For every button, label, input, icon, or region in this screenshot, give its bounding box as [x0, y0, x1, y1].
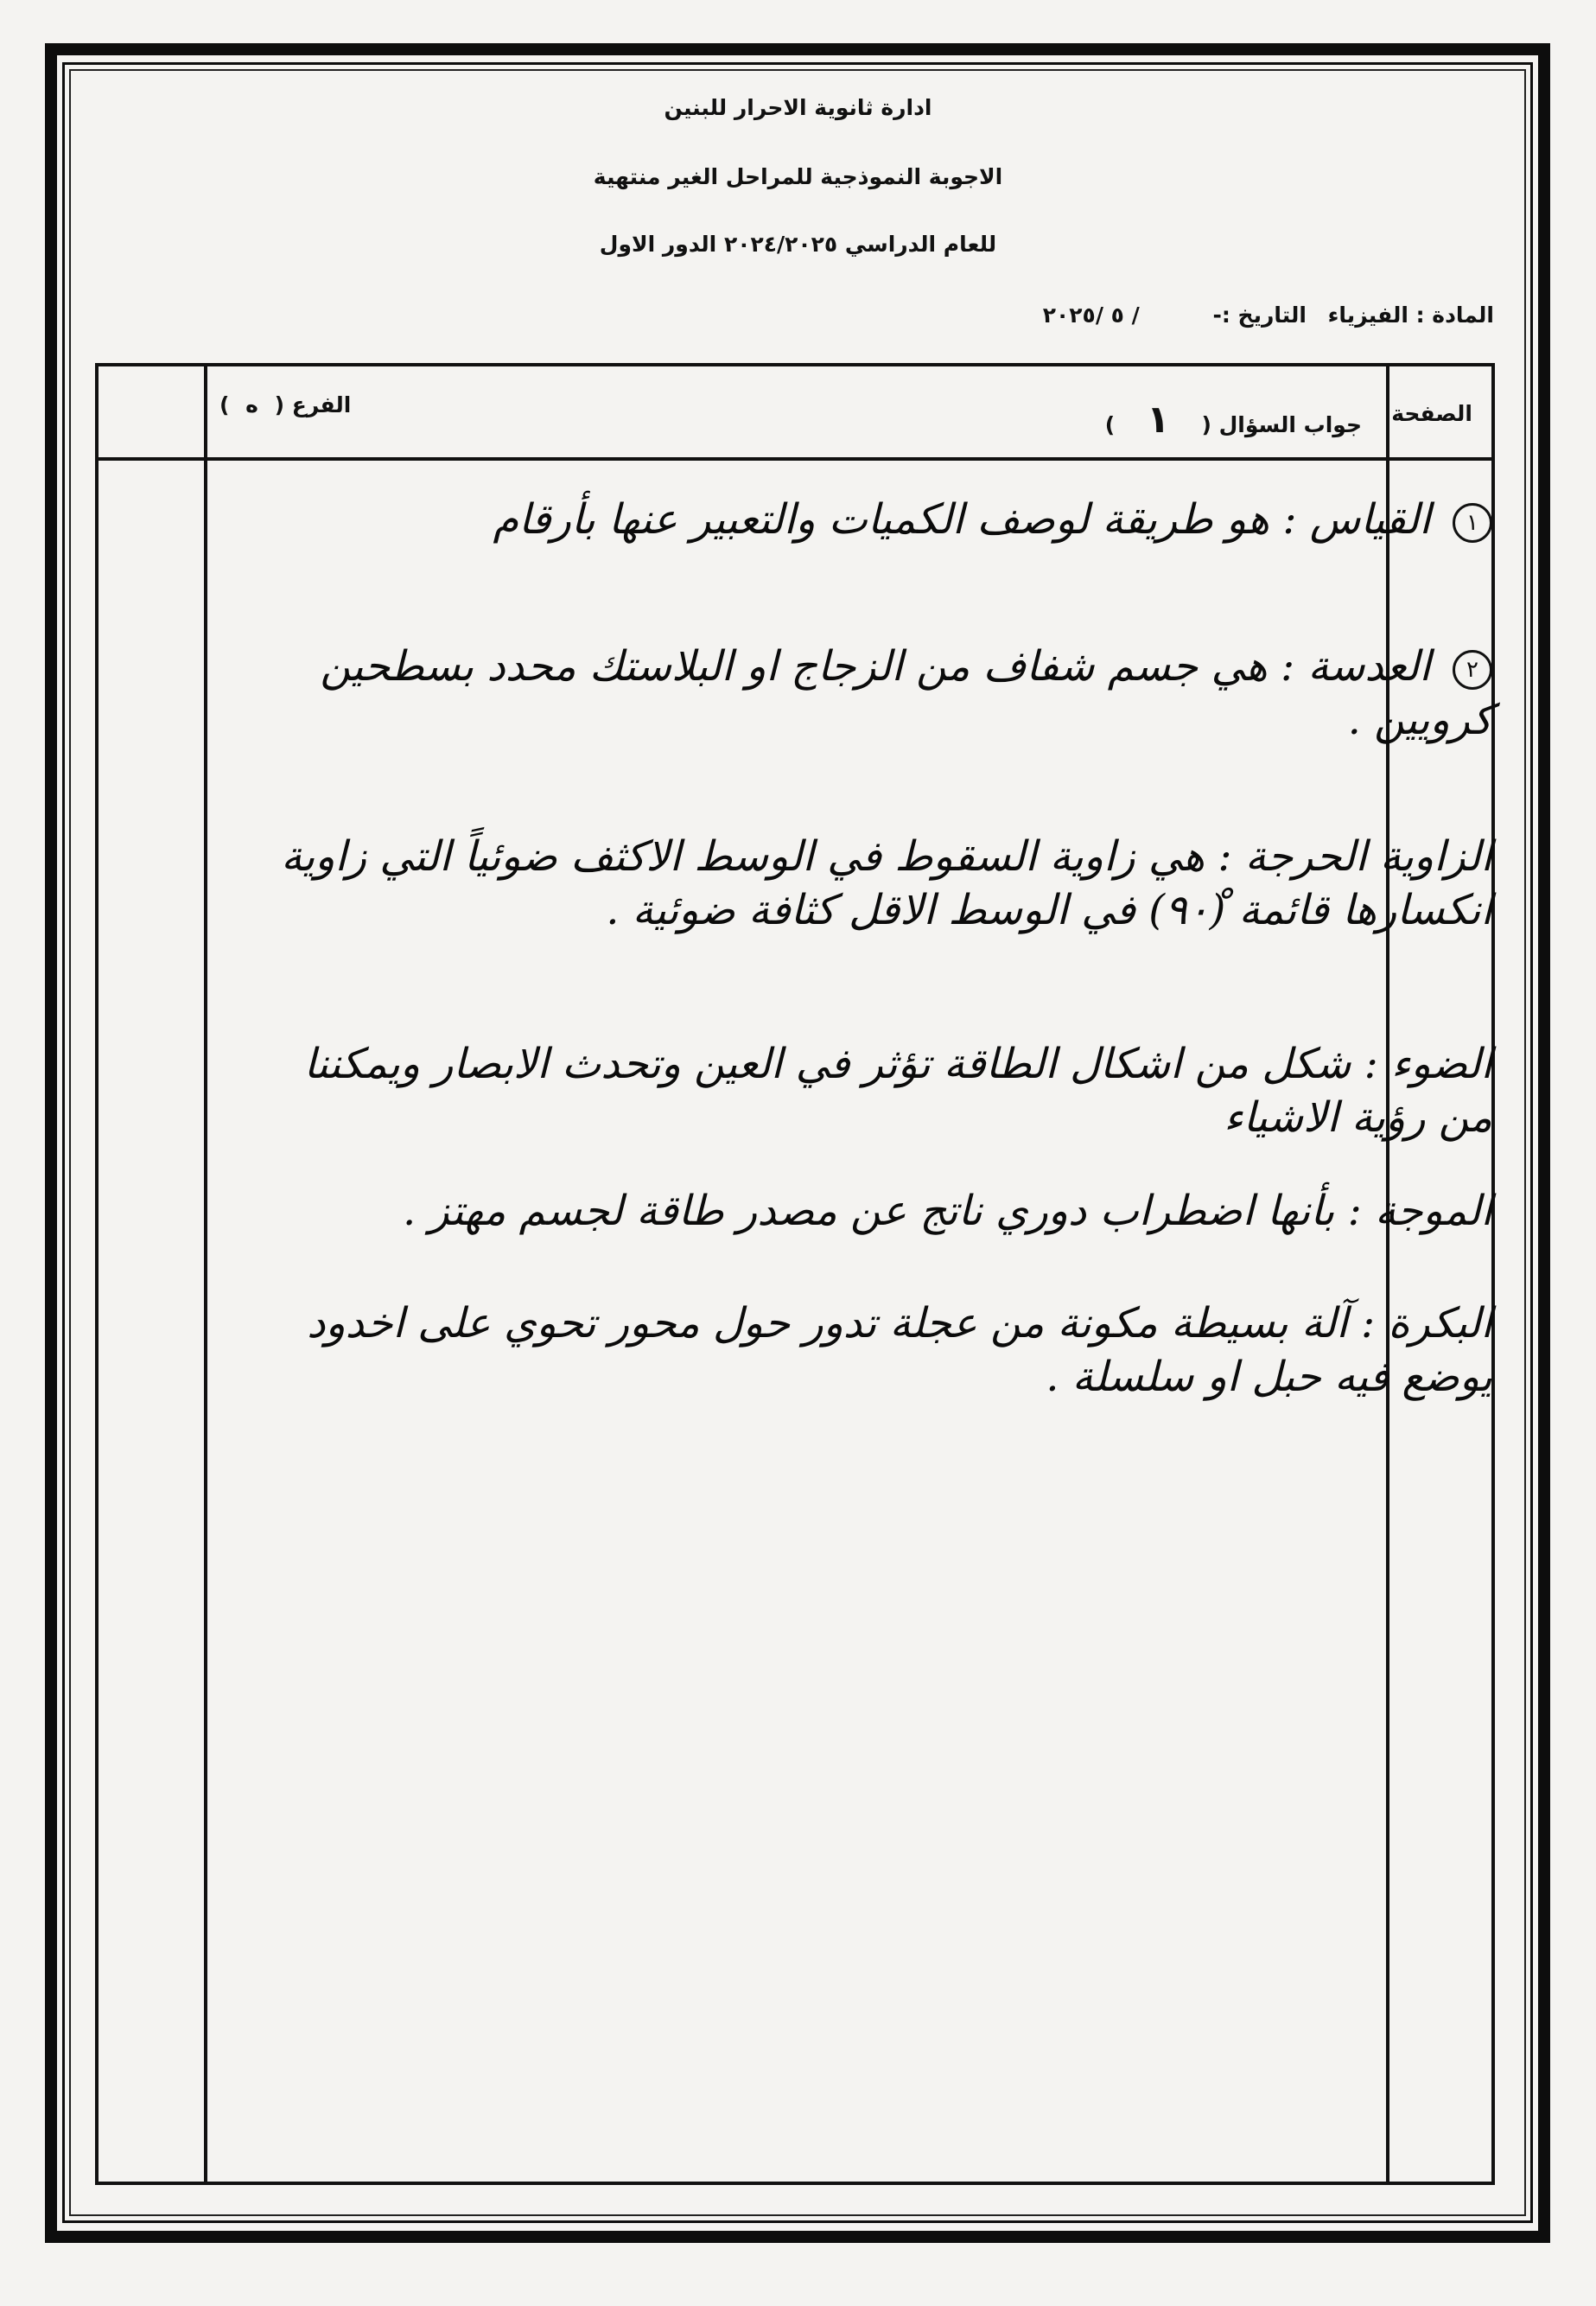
answer-text: القياس : هو طريقة لوصف الكميات والتعبير عنها بأرقام — [493, 495, 1431, 544]
school-name: ادارة ثانوية الاحرار للبنين — [664, 95, 932, 120]
column-divider-right — [1386, 366, 1389, 2182]
academic-year: للعام الدراسي ٢٠٢٤/٢٠٢٥ الدور الاول — [599, 232, 997, 257]
branch-close: ) — [219, 392, 230, 417]
question-number: ١ — [1146, 398, 1170, 442]
answer-text: الضوء : شكل من اشكال الطاقة تؤثر في العين وتحدث الابصار ويمكننا من رؤية الاشياء — [303, 1040, 1492, 1143]
document-title: الاجوبة النموذجية للمراحل الغير منتهية — [593, 164, 1003, 189]
branch-value: ه — [245, 392, 258, 417]
answer-table — [95, 363, 1495, 2185]
subject-label: المادة : الفيزياء — [1327, 303, 1494, 328]
subject-date-line — [1043, 303, 1494, 328]
question-close: ) — [1104, 412, 1116, 437]
answer-text: الزاوية الحرجة : هي زاوية السقوط في الوسط الاكثف ضوئياً التي زاوية انكسارها قائمة (٩٠ْ) في الوسط الاقل كثافة ضوئية . — [281, 832, 1492, 935]
branch-header — [219, 392, 351, 417]
branch-label: الفرع ( — [274, 392, 352, 417]
page-column-label: الصفحة — [1391, 401, 1472, 426]
header-row-divider — [99, 457, 1491, 461]
answer-marker: ١ — [1453, 503, 1492, 543]
answer-item — [239, 830, 1492, 938]
date-value: / ٥ /٢٠٢٥ — [1042, 303, 1140, 328]
column-divider-left — [204, 366, 207, 2182]
answer-item — [239, 640, 1492, 748]
question-header — [1105, 398, 1362, 442]
answer-text: الموجة : بأنها اضطراب دوري ناتج عن مصدر طاقة لجسم مهتز . — [403, 1187, 1492, 1235]
answer-item — [239, 1037, 1492, 1145]
answer-text: البكرة : آلة بسيطة مكونة من عجلة تدور حول محور تحوي على اخدود يوضع فيه حبل او سلسلة . — [307, 1299, 1492, 1402]
answer-item — [239, 1296, 1492, 1405]
answer-item — [239, 493, 1492, 546]
question-label: جواب السؤال ( — [1201, 412, 1362, 437]
answer-item — [239, 1184, 1492, 1238]
answer-text: العدسة : هي جسم شفاف من الزجاج او البلاستك محدد بسطحين كرويين . — [320, 642, 1492, 745]
answer-marker: ٢ — [1453, 650, 1492, 690]
date-label: التاريخ :- — [1212, 303, 1307, 328]
